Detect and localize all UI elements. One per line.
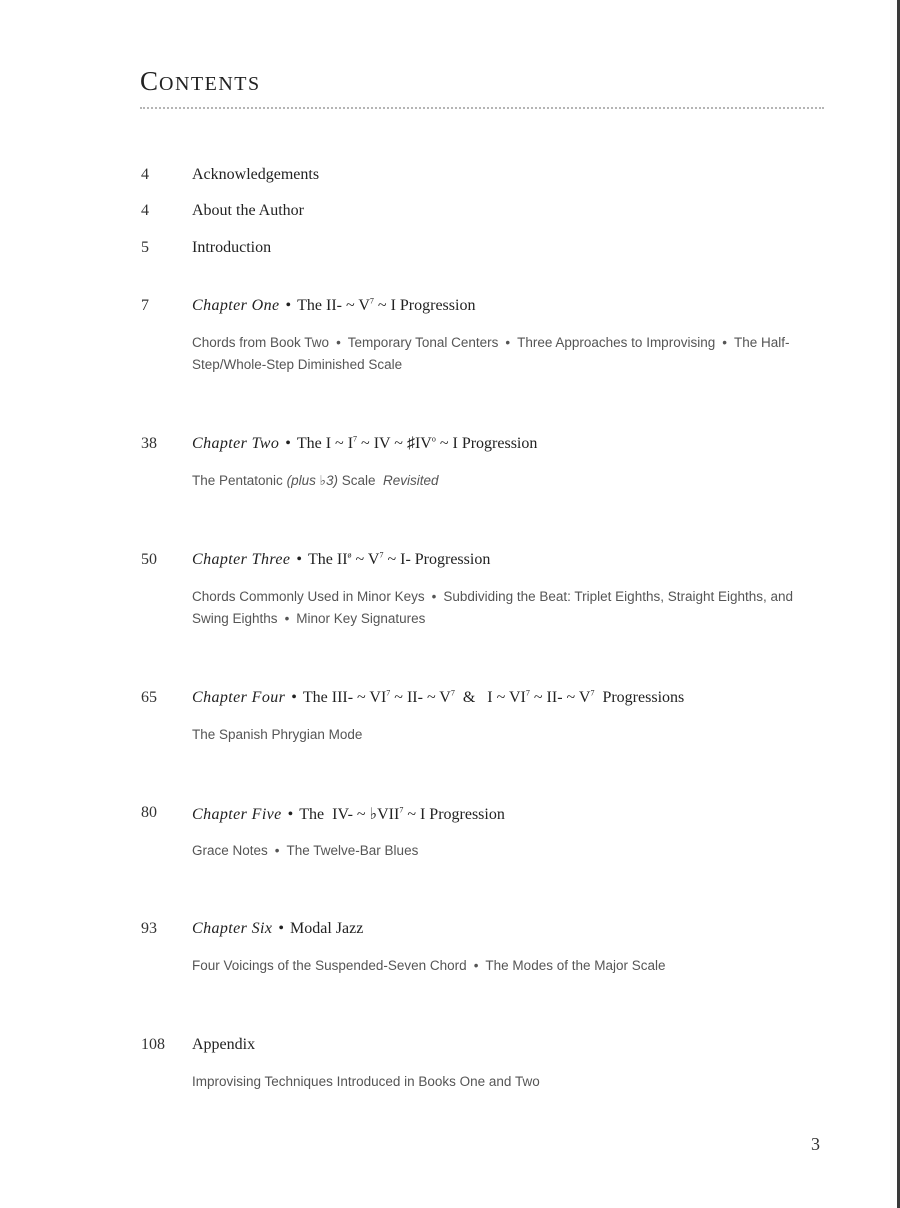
chord-superscript: 7 — [353, 434, 358, 444]
progression-part: ~ IV ~ ♯IV — [357, 435, 432, 452]
bullet: • — [285, 435, 291, 452]
progression-part: ~ I Progression — [403, 806, 505, 823]
topic: Subdividing the Beat: Triplet Eighths, Straight Eighths, and Swing Eighths — [192, 589, 794, 626]
progression-part: ~ II- ~ V — [390, 689, 451, 706]
bullet: • — [287, 806, 294, 823]
chord-superscript: ø — [347, 550, 352, 560]
toc-page-number[interactable]: 4 — [141, 166, 149, 183]
topic: The Twelve-Bar Blues — [286, 843, 419, 858]
progression-part: ~ I Progression — [373, 297, 476, 314]
progression-part: The II — [308, 551, 348, 568]
topic: Three Approaches to Improvising — [517, 335, 716, 350]
chapter-topics — [192, 586, 832, 630]
chapter-topics — [192, 724, 832, 746]
toc-entry-introduction[interactable]: Introduction — [192, 239, 272, 256]
toc-page-number[interactable]: 93 — [141, 920, 157, 937]
toc-entry-chapter-four[interactable] — [192, 689, 684, 707]
chord-superscript: 7 — [386, 688, 391, 698]
toc-entry-about-the-author[interactable]: About the Author — [192, 202, 304, 219]
topic: Revisited — [383, 473, 439, 488]
topic: The Half-Step/Whole-Step Diminished Scale — [192, 335, 790, 372]
bullet: • — [296, 551, 302, 568]
chapter-name: Chapter Two — [192, 435, 280, 452]
toc-page-number[interactable]: 108 — [141, 1036, 165, 1053]
progression-part: & I ~ VI — [454, 689, 526, 706]
topic: Chords from Book Two — [192, 335, 330, 350]
topic: Chords Commonly Used in Minor Keys — [192, 589, 425, 604]
folio-page-number: 3 — [811, 1134, 820, 1154]
progression-part: ~ II- ~ V — [529, 689, 591, 706]
toc-entry-chapter-two[interactable] — [192, 435, 537, 453]
progression-part: The III- ~ VI — [302, 689, 387, 706]
chapter-name: Chapter Six — [192, 920, 273, 937]
toc-entry-chapter-five[interactable] — [192, 804, 505, 824]
progression-part: The I ~ I — [296, 435, 354, 452]
chapter-topics — [192, 955, 832, 977]
toc-page-number[interactable]: 65 — [141, 689, 157, 706]
page-title: CONTENTS — [140, 66, 261, 96]
chapter-name: Chapter Four — [192, 689, 286, 706]
chord-superscript: 7 — [590, 688, 595, 698]
toc-entry-chapter-one[interactable] — [192, 297, 475, 315]
progression-part: ~ I Progression — [435, 435, 538, 452]
chapter-name: Chapter Three — [192, 551, 291, 568]
chapter-name: Chapter One — [192, 297, 280, 314]
topic: Temporary Tonal Centers — [347, 335, 499, 350]
toc-page-number[interactable]: 5 — [141, 239, 149, 256]
toc-entry-acknowledgements[interactable]: Acknowledgements — [192, 166, 320, 183]
toc-entry-appendix[interactable]: Appendix — [192, 1036, 256, 1053]
progression-part: The II- ~ V — [297, 297, 370, 314]
topic: Minor Key Signatures — [296, 611, 426, 626]
chord-superscript: 7 — [525, 688, 530, 698]
toc-page-number[interactable]: 38 — [141, 435, 157, 452]
chord-superscript: 7 — [379, 550, 384, 560]
progression-part: ~ V — [351, 551, 380, 568]
progression-part: The IV- ~ ♭VII — [299, 806, 400, 823]
toc-entry-chapter-three[interactable] — [192, 551, 490, 569]
bullet: • — [431, 589, 437, 604]
topic: The Spanish Phrygian Mode — [192, 727, 363, 742]
topic: Scale — [341, 473, 376, 488]
bullet: • — [722, 335, 727, 350]
bullet: • — [285, 297, 292, 314]
bullet: • — [291, 689, 297, 706]
chord-superscript: 7 — [369, 296, 374, 306]
progression-part: Modal Jazz — [290, 920, 364, 937]
chapter-topics — [192, 332, 832, 376]
toc-page-number[interactable]: 7 — [141, 297, 149, 314]
topic: Four Voicings of the Suspended-Seven Chord — [192, 958, 467, 973]
bullet: • — [473, 958, 479, 973]
chapter-topics — [192, 470, 832, 492]
toc-page-number[interactable]: 50 — [141, 551, 157, 568]
bullet: • — [505, 335, 511, 350]
toc-page-number[interactable]: 4 — [141, 202, 149, 219]
topic: Grace Notes — [192, 843, 268, 858]
chapter-name: Chapter Five — [192, 806, 282, 823]
topic: The Pentatonic — [192, 473, 283, 488]
bullet: • — [278, 920, 285, 937]
appendix-description: Improvising Techniques Introduced in Books One and Two — [192, 1074, 540, 1089]
toc-page-number[interactable]: 80 — [141, 804, 157, 821]
toc-entry-chapter-six[interactable] — [192, 920, 363, 938]
bullet: • — [284, 611, 290, 626]
chord-superscript: 7 — [450, 688, 455, 698]
chord-superscript: o — [431, 434, 436, 444]
progression-part: ~ I- Progression — [383, 551, 491, 568]
title-rule — [140, 107, 824, 109]
bullet: • — [274, 843, 280, 858]
progression-part: Progressions — [594, 689, 685, 706]
topic: (plus ♭3) — [286, 473, 338, 488]
chapter-topics — [192, 840, 832, 862]
chord-superscript: 7 — [399, 805, 404, 815]
bullet: • — [336, 335, 341, 350]
topic: The Modes of the Major Scale — [485, 958, 666, 973]
